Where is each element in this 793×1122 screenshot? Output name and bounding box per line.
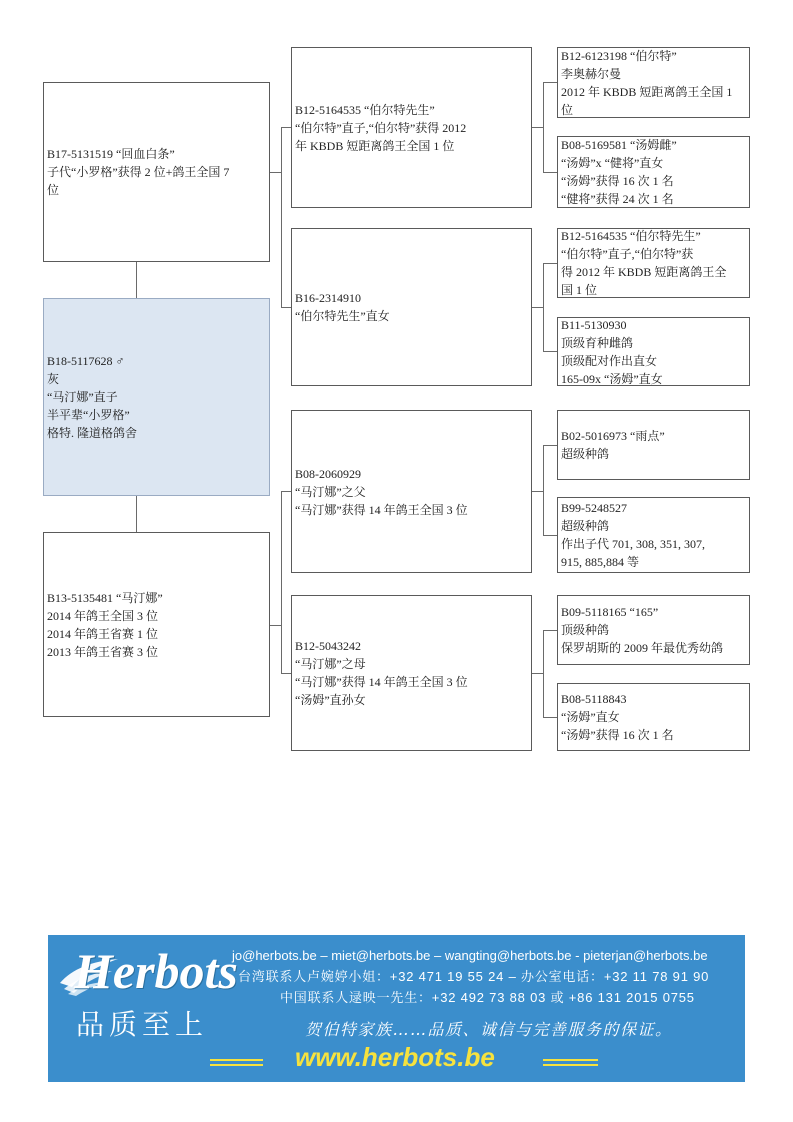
connector-line: [543, 263, 557, 264]
pedigree-note: 2014 年鸽王全国 3 位: [47, 608, 159, 623]
subject-box: [43, 298, 270, 496]
sire-sire-box: [291, 47, 532, 208]
connector-line: [270, 625, 281, 626]
breeder-name: 格特. 隆道格鸽舍: [47, 426, 138, 440]
ring-number: B12-5043242: [295, 639, 361, 653]
pedigree-note: 半平辈“小罗格”: [47, 408, 130, 422]
connector-line: [270, 172, 281, 173]
connector-line: [543, 717, 557, 718]
dam-sire-sire-box: [557, 410, 750, 480]
footer-banner: [48, 935, 745, 1082]
connector-line: [543, 535, 557, 536]
pedigree-note: “马汀娜”之父: [295, 484, 366, 499]
pedigree-note: “马汀娜”获得 14 年鸽王全国 3 位: [295, 675, 468, 689]
pedigree-note: 165-09x “汤姆”直女: [561, 371, 663, 386]
connector-line: [543, 630, 544, 718]
pedigree-note: “马汀娜”之母: [295, 657, 366, 671]
connector-line: [532, 491, 543, 492]
connector-line: [543, 263, 544, 352]
sire-sire-dam-box: [557, 136, 750, 208]
pedigree-note: “汤姆”x “健将”直女: [561, 156, 664, 170]
connector-line: [136, 496, 137, 532]
decorative-line: [543, 1059, 598, 1061]
ring-number: B12-6123198 “伯尔特”: [561, 48, 677, 63]
pedigree-note: 顶级种鸽: [561, 623, 610, 637]
pedigree-note: 位: [47, 183, 60, 197]
sire-dam-sire-box: [557, 228, 750, 298]
ring-number: B16-2314910: [295, 291, 361, 305]
ring-number: B18-5117628 ♂: [47, 354, 125, 368]
pedigree-note: 2012 年 KBDB 短距离鸽王全国 1: [561, 84, 733, 99]
sire-sire-sire-box: [557, 47, 750, 118]
decorative-line: [210, 1064, 263, 1066]
pedigree-note: “马汀娜”获得 14 年鸽王全国 3 位: [295, 502, 468, 517]
brand-tagline: 品质至上: [76, 1008, 209, 1041]
connector-line: [281, 491, 291, 492]
connector-line: [281, 127, 291, 128]
ring-number: B12-5164535 “伯尔特先生”: [295, 102, 435, 117]
family-slogan: 贺伯特家族……品质、诚信与完善服务的保证。: [305, 1020, 673, 1039]
pedigree-note: “伯尔特”直子,“伯尔特”获: [561, 247, 694, 261]
connector-line: [532, 127, 543, 128]
connector-line: [281, 673, 291, 674]
pedigree-note: 位: [561, 102, 574, 117]
plumage-color: 灰: [47, 372, 60, 386]
pedigree-note: 保罗胡斯的 2009 年最优秀幼鸽: [561, 641, 724, 655]
connector-line: [136, 262, 137, 298]
dam-dam-sire-box: [557, 595, 750, 665]
website-url: www.herbots.be: [295, 1042, 495, 1072]
connector-line: [543, 82, 557, 83]
decorative-line: [543, 1064, 598, 1066]
pedigree-note: 915, 885,884 等: [561, 555, 640, 569]
ring-number: B09-5118165 “165”: [561, 605, 659, 619]
pedigree-note: “伯尔特”直子,“伯尔特”获得 2012: [295, 120, 467, 135]
connector-line: [543, 172, 557, 173]
pedigree-note: 顶级育种雌鸽: [561, 335, 634, 350]
dam-dam-box: [291, 595, 532, 751]
dam-box: [43, 532, 270, 717]
pedigree-note: 国 1 位: [561, 283, 598, 297]
taiwan-contact: 台湾联系人卢婉婷小姐：+32 471 19 55 24 – 办公室电话：+32 11 78 91 90: [238, 969, 710, 984]
pedigree-note: 作出子代 701, 308, 351, 307,: [561, 537, 706, 551]
pedigree-note: 子代“小罗格”获得 2 位+鸽王全国 7: [47, 165, 230, 179]
pedigree-note: 超级种鸽: [561, 519, 610, 533]
pedigree-note: 2013 年鸽王省赛 3 位: [47, 644, 159, 659]
sire-dam-dam-box: [557, 317, 750, 386]
ring-number: B17-5131519 “回血白条”: [47, 147, 175, 161]
pedigree-note: 李奥赫尔曼: [561, 66, 622, 81]
dam-sire-box: [291, 410, 532, 573]
china-contact: 中国联系人逯映一先生：+32 492 73 88 03 或 +86 131 2015 0755: [280, 990, 695, 1005]
herbots-logo: Herbots: [74, 943, 238, 999]
dam-dam-dam-box: [557, 683, 750, 751]
ring-number: B12-5164535 “伯尔特先生”: [561, 229, 701, 243]
pedigree-note: 顶级配对作出直女: [561, 353, 658, 368]
connector-line: [543, 445, 544, 536]
connector-line: [532, 307, 543, 308]
connector-line: [281, 491, 282, 674]
ring-number: B13-5135481 “马汀娜”: [47, 590, 163, 605]
ring-number: B08-5169581 “汤姆雌”: [561, 138, 677, 152]
connector-line: [543, 445, 557, 446]
sire-dam-box: [291, 228, 532, 386]
ring-number: B08-2060929: [295, 466, 361, 481]
pedigree-note: 年 KBDB 短距离鸽王全国 1 位: [295, 138, 455, 153]
ring-number: B99-5248527: [561, 501, 627, 515]
pedigree-note: “伯尔特先生”直女: [295, 309, 390, 323]
connector-line: [543, 351, 557, 352]
pedigree-note: “汤姆”获得 16 次 1 名: [561, 174, 674, 188]
sire-box: [43, 82, 270, 262]
connector-line: [281, 127, 282, 308]
connector-line: [281, 307, 291, 308]
ring-number: B11-5130930: [561, 317, 627, 332]
pedigree-note: “健将”获得 24 次 1 名: [561, 192, 674, 206]
decorative-line: [210, 1059, 263, 1061]
pedigree-note: “汤姆”直孙女: [295, 693, 366, 707]
contact-emails: jo@herbots.be – miet@herbots.be – wangting@herbots.be - pieterjan@herbots.be: [232, 948, 708, 963]
ring-number: B02-5016973 “雨点”: [561, 429, 665, 443]
ring-number: B08-5118843: [561, 692, 627, 706]
connector-line: [543, 82, 544, 173]
pedigree-note: “马汀娜”直子: [47, 390, 118, 404]
pedigree-note: “汤姆”获得 16 次 1 名: [561, 728, 674, 742]
pedigree-note: 得 2012 年 KBDB 短距离鸽王全: [561, 265, 727, 279]
dam-sire-dam-box: [557, 497, 750, 573]
pedigree-note: 超级种鸽: [561, 447, 610, 461]
connector-line: [543, 630, 557, 631]
pedigree-note: “汤姆”直女: [561, 710, 620, 724]
connector-line: [532, 673, 543, 674]
pedigree-note: 2014 年鸽王省赛 1 位: [47, 626, 159, 641]
